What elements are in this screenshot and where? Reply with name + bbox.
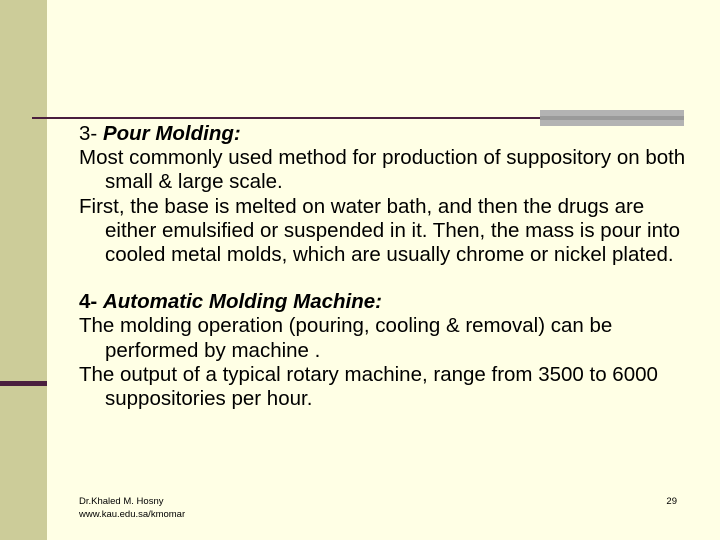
section-3-title: Pour Molding: <box>102 122 241 145</box>
section-4-paragraph-2: The output of a typical rotary machine, range from 3500 to 6000 suppositories per hour. <box>79 362 658 411</box>
section-3-paragraph-1: Most commonly used method for production of suppository on both small & large scale. <box>79 146 686 194</box>
slide-body <box>79 122 694 411</box>
section-3-number: 3- <box>79 122 103 145</box>
slide-footer <box>79 496 185 521</box>
section-4-heading <box>79 290 694 314</box>
left-bar-accent-line <box>0 381 47 386</box>
footer-author: Dr.Khaled M. Hosny <box>79 496 164 507</box>
section-3-heading <box>79 122 694 146</box>
left-decorative-bar <box>0 0 47 540</box>
section-4-paragraph-1: The molding operation (pouring, cooling & removal) can be performed by machine . <box>79 314 613 362</box>
section-4-title: Automatic Molding Machine: <box>102 290 382 314</box>
section-3-paragraph-2: First, the base is melted on water bath, and then the drugs are either emulsified or suspended in it. Then, the mass is pour into cooled metal molds, which are usually chrome or nickel plated. <box>79 194 681 267</box>
section-spacer <box>79 267 694 290</box>
section-4-number: 4- <box>79 290 103 314</box>
title-divider-line <box>32 117 540 119</box>
footer-website: www.kau.edu.sa/kmomar <box>79 508 186 520</box>
page-number: 29 <box>666 496 677 507</box>
